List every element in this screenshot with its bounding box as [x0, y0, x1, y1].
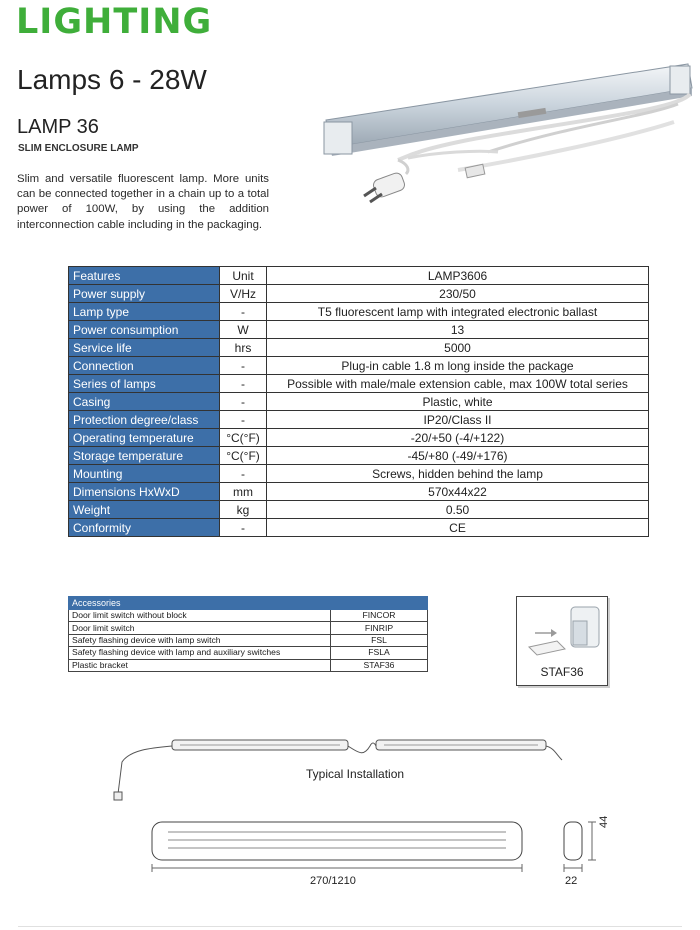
spec-unit: hrs [220, 339, 267, 357]
spec-feature: Connection [69, 357, 220, 375]
spec-row [69, 411, 649, 429]
spec-feature: Service life [69, 339, 220, 357]
spec-unit: - [220, 375, 267, 393]
accessory-name: Safety flashing device with lamp and auxiliary switches [69, 647, 331, 659]
footer-divider [18, 926, 682, 927]
spec-feature: Series of lamps [69, 375, 220, 393]
specification-table [68, 266, 649, 537]
spec-unit: - [220, 411, 267, 429]
installation-label: Typical Installation [306, 767, 405, 781]
spec-row [69, 429, 649, 447]
dimension-drawing [148, 815, 628, 878]
height-dimension: 44 [598, 815, 610, 828]
spec-unit: - [220, 519, 267, 537]
spec-value: Screws, hidden behind the lamp [267, 465, 649, 483]
accessories-title: Accessories [69, 597, 428, 610]
spec-feature: Conformity [69, 519, 220, 537]
accessory-name: Door limit switch without block [69, 610, 331, 622]
product-range-title: Lamps 6 - 28W [17, 64, 207, 95]
spec-row [69, 267, 649, 285]
spec-feature: Weight [69, 501, 220, 519]
width-dimension: 22 [565, 875, 578, 887]
lamp-product-photo [318, 60, 694, 210]
bracket-panel [516, 596, 608, 686]
spec-feature: Power consumption [69, 321, 220, 339]
spec-feature: Storage temperature [69, 447, 220, 465]
model-title: LAMP 36 [17, 116, 99, 138]
spec-value: 230/50 [267, 285, 649, 303]
spec-value: Plastic, white [267, 393, 649, 411]
spec-feature: Mounting [69, 465, 220, 483]
spec-feature: Features [69, 267, 220, 285]
model-subtitle: SLIM ENCLOSURE LAMP [18, 143, 139, 154]
spec-value: 13 [267, 321, 649, 339]
spec-unit: °C(°F) [220, 447, 267, 465]
accessory-code: FINCOR [331, 610, 428, 622]
bracket-photo [521, 603, 603, 661]
spec-value: 0.50 [267, 501, 649, 519]
spec-value: 570x44x22 [267, 483, 649, 501]
accessory-row [69, 634, 428, 646]
spec-row [69, 447, 649, 465]
spec-unit: - [220, 393, 267, 411]
spec-unit: Unit [220, 267, 267, 285]
spec-row [69, 501, 649, 519]
spec-row [69, 339, 649, 357]
bracket-label: STAF36 [540, 665, 584, 679]
spec-feature: Protection degree/class [69, 411, 220, 429]
spec-feature: Casing [69, 393, 220, 411]
accessory-row [69, 610, 428, 622]
accessory-row [69, 622, 428, 634]
spec-row [69, 357, 649, 375]
spec-row [69, 303, 649, 321]
accessory-name: Safety flashing device with lamp switch [69, 634, 331, 646]
accessory-row [69, 659, 428, 671]
spec-unit: W [220, 321, 267, 339]
accessories-table [68, 596, 428, 672]
spec-value: LAMP3606 [267, 267, 649, 285]
spec-unit: mm [220, 483, 267, 501]
spec-feature: Power supply [69, 285, 220, 303]
spec-value: T5 fluorescent lamp with integrated electronic ballast [267, 303, 649, 321]
spec-unit: kg [220, 501, 267, 519]
spec-feature: Operating temperature [69, 429, 220, 447]
spec-row [69, 483, 649, 501]
spec-row [69, 375, 649, 393]
spec-value: -20/+50 (-4/+122) [267, 429, 649, 447]
spec-row [69, 285, 649, 303]
accessory-code: FSLA [331, 647, 428, 659]
installation-drawing [110, 730, 570, 802]
spec-value: -45/+80 (-49/+176) [267, 447, 649, 465]
spec-unit: - [220, 357, 267, 375]
spec-feature: Dimensions HxWxD [69, 483, 220, 501]
spec-unit: - [220, 303, 267, 321]
product-description: Slim and versatile fluorescent lamp. More units can be connected together in a chain up to a total power of 100W, by using the addition interconnection cable including in the packaging. [17, 173, 269, 231]
accessory-name: Door limit switch [69, 622, 331, 634]
accessory-code: FSL [331, 634, 428, 646]
accessory-row [69, 647, 428, 659]
spec-row [69, 321, 649, 339]
spec-value: Plug-in cable 1.8 m long inside the package [267, 357, 649, 375]
spec-unit: V/Hz [220, 285, 267, 303]
accessory-name: Plastic bracket [69, 659, 331, 671]
spec-value: CE [267, 519, 649, 537]
spec-value: IP20/Class II [267, 411, 649, 429]
spec-row [69, 465, 649, 483]
spec-value: Possible with male/male extension cable, max 100W total series [267, 375, 649, 393]
spec-row [69, 393, 649, 411]
spec-unit: °C(°F) [220, 429, 267, 447]
length-dimension: 270/1210 [310, 875, 356, 887]
accessory-code: FINRIP [331, 622, 428, 634]
spec-unit: - [220, 465, 267, 483]
category-heading: LIGHTING [16, 2, 213, 42]
spec-feature: Lamp type [69, 303, 220, 321]
spec-value: 5000 [267, 339, 649, 357]
spec-row [69, 519, 649, 537]
accessory-code: STAF36 [331, 659, 428, 671]
